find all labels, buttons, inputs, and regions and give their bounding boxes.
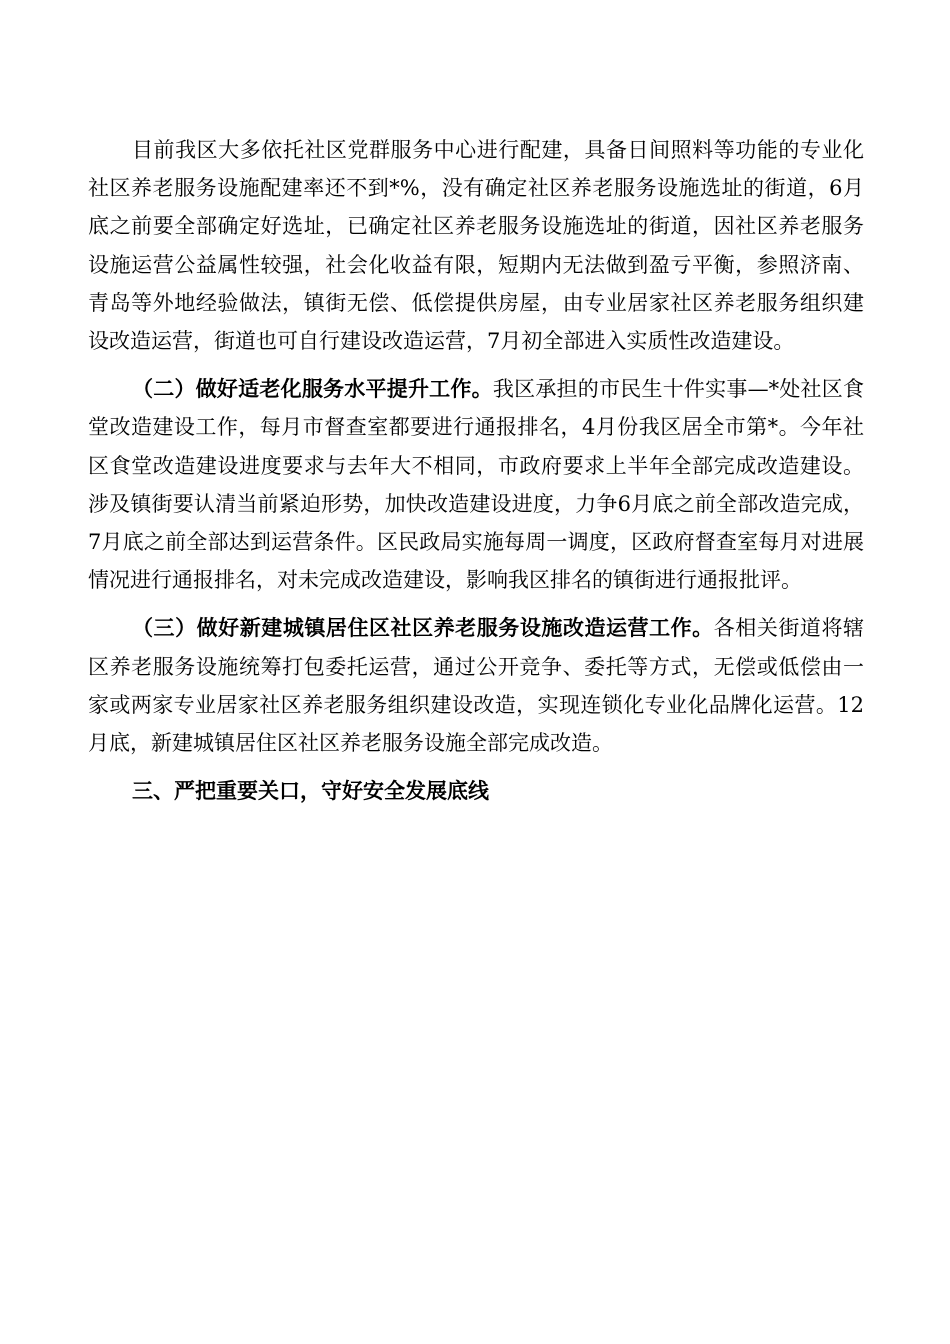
section-heading: 三、严把重要关口，守好安全发展底线 bbox=[132, 779, 489, 804]
paragraph-1 bbox=[88, 131, 864, 360]
paragraph-2-text: 我区承担的市民生十件实事—*处社区食堂改造建设工作，每月市督查室都要进行通报排名，4月份我区居全市第*。今年社区食堂改造建设进度要求与去年大不相同，市政府要求上半年全部完成改造建设。涉及镇街要认清当前紧迫形势，加快改造建设进度，力争6月底之前全部改造完成，7月底之前全部达到运营条件。区民政局实施每周一调度，区政府督查室每月对进展情况进行通报排名，对未完成改造建设，影响我区排名的镇街进行通报批评。 bbox=[88, 377, 865, 593]
paragraph-3-lead: （三）做好新建城镇居住区社区养老服务设施改造运营工作。 bbox=[132, 616, 714, 641]
document-page bbox=[88, 131, 864, 810]
paragraph-2 bbox=[88, 370, 864, 599]
paragraph-2-lead: （二）做好适老化服务水平提升工作。 bbox=[132, 377, 493, 402]
paragraph-3 bbox=[88, 609, 864, 762]
paragraph-3-text: 各相关街道将辖区养老服务设施统筹打包委托运营，通过公开竞争、委托等方式，无偿或低偿由一家或两家专业居家社区养老服务组织建设改造，实现连锁化专业化品牌化运营。12月底，新建城镇居住区社区养老服务设施全部完成改造。 bbox=[88, 616, 865, 756]
paragraph-1-text: 目前我区大多依托社区党群服务中心进行配建，具备日间照料等功能的专业化社区养老服务设施配建率还不到*%，没有确定社区养老服务设施选址的街道，6月底之前要全部确定好选址，已确定社区养老服务设施选址的街道，因社区养老服务设施运营公益属性较强，社会化收益有限，短期内无法做到盈亏平衡，参照济南、青岛等外地经验做法，镇街无偿、低偿提供房屋，由专业居家社区养老服务组织建设改造运营，街道也可自行建设改造运营，7月初全部进入实质性改造建设。 bbox=[88, 138, 864, 354]
